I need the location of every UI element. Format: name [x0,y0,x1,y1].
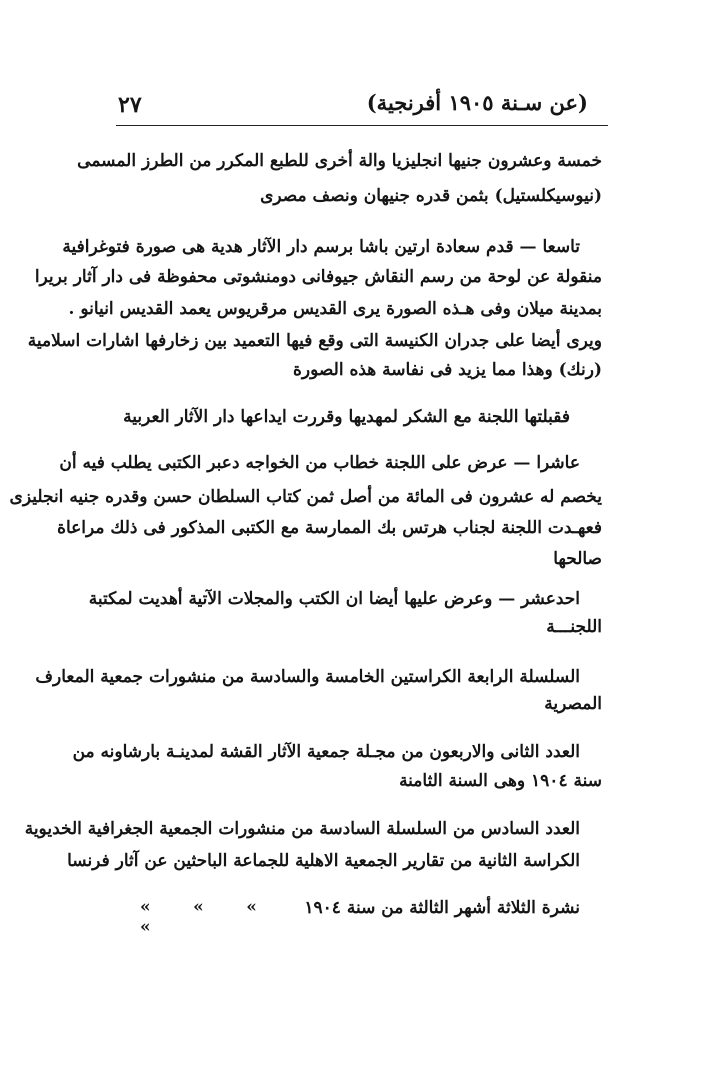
body-line: خمسة وعشرون جنيها انجليزيا والة أخرى للطبع المكرر من الطرز المسمى [77,151,602,171]
list-item: العدد الثانى والاربعون من مجـلة جمعية الآثار القشة لمدينـة بارشاونه من [72,742,580,762]
body-line: (نيوسيكلستيل) بثمن قدره جنيهان ونصف مصرى [260,186,602,206]
running-title: (عن سـنة ١٩٠٥ أفرنجية) [366,90,588,115]
body-line: يخصم له عشرون فى المائة من أصل ثمن كتاب السلطان حسن وقدره جنيه انجليزى [9,487,602,507]
body-line: (رنك) وهذا مما يزيد فى نفاسة هذه الصورة [293,360,602,380]
ditto-mark: « [246,897,257,917]
body-line: فعهـدت اللجنة لجناب هرتس بك الممارسة مع الكتبى المذكور فى ذلك مراعاة [57,518,602,538]
paragraph-ninth-line: تاسعا — قدم سعادة ارتين باشا برسم دار الآثار هدية هى صورة فتوغرافية [62,237,580,257]
body-line: منقولة عن لوحة من رسم النقاش جيوفانى دومنشوتى محفوظة فى دار آثار بريرا [34,267,602,287]
body-line: صالحها [553,549,602,569]
ditto-mark: « [140,917,151,937]
decision-line: فقبلتها اللجنة مع الشكر لمهديها وقررت ايداعها دار الآثار العربية [123,407,570,427]
header-rule [116,125,608,126]
body-line: بمدينة ميلان وفى هـذه الصورة يرى القديس مرقريوس يعمد القديس انيانو . [68,299,602,319]
list-item: السلسلة الرابعة الكراستين الخامسة والسادسة من منشورات جمعية المعارف [35,667,580,687]
paragraph-eleventh-line: احدعشر — وعرض عليها أيضا ان الكتب والمجلات الآتية أهديت لمكتبة [88,589,580,609]
ditto-mark: « [140,897,151,917]
ditto-mark: « [193,897,204,917]
list-item-continuation: سنة ١٩٠٤ وهى السنة الثامنة [399,771,602,791]
page-header [118,86,604,120]
paragraph-tenth-line: عاشرا — عرض على اللجنة خطاب من الخواجه دعبر الكتبى يطلب فيه أن [59,453,580,473]
page-number: ٢٧ [118,92,142,118]
list-item: نشرة الثلاثة أشهر الثالثة من سنة ١٩٠٤ [304,898,580,918]
body-line: اللجنـــة [546,617,602,637]
list-item-continuation: المصرية [544,694,602,714]
ditto-marks [140,897,340,937]
list-item: الكراسة الثانية من تقارير الجمعية الاهلية للجماعة الباحثين عن آثار فرنسا [67,851,580,871]
list-item: العدد السادس من السلسلة السادسة من منشورات الجمعية الجغرافية الخديوية [24,819,580,839]
body-line: ويرى أيضا على جدران الكنيسة التى وقع فيها التعميد بين زخارفها اشارات اسلامية [27,331,602,351]
